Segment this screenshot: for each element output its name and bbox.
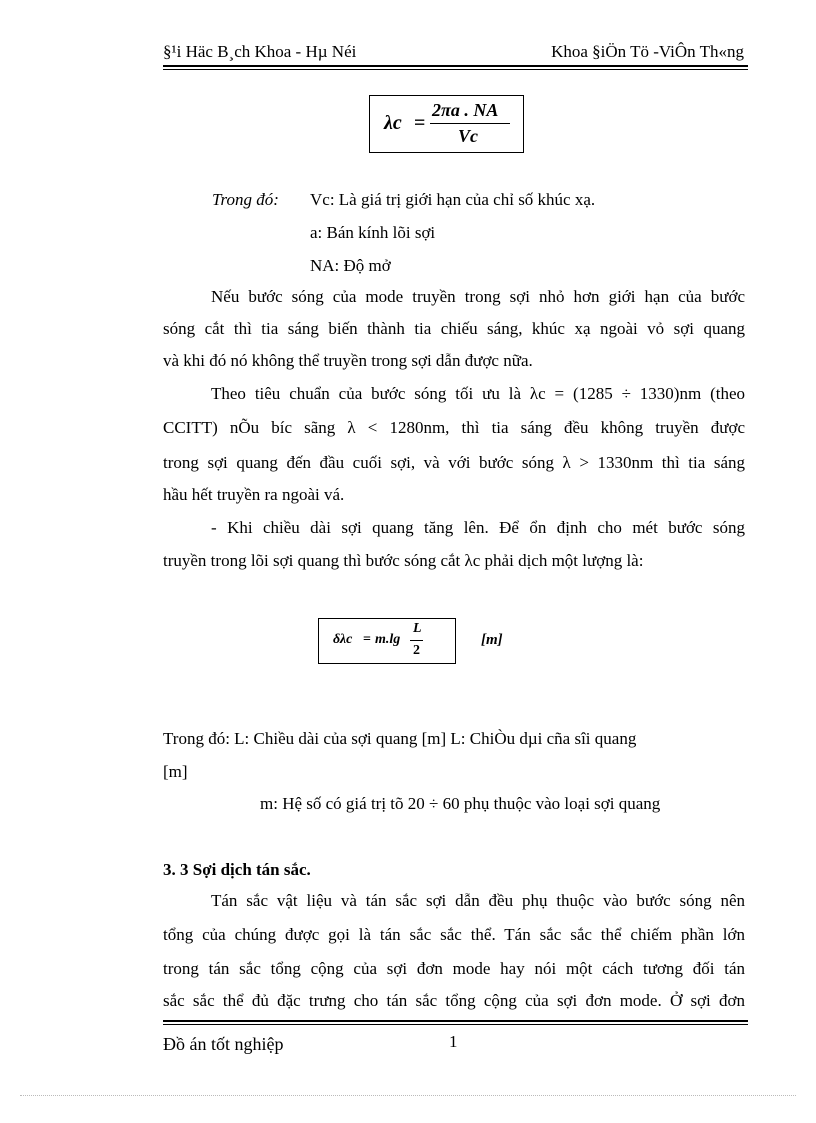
cutoff-wavelength-formula [369, 95, 524, 153]
formula2-body: m.lg [375, 632, 401, 647]
paragraph1-line2: sóng cắt thì tia sáng biến thành tia chiếu sáng, khúc xạ ngoài vỏ sợi quang [163, 319, 745, 338]
paragraph2-line1: Theo tiêu chuẩn của bước sóng tối ưu là λc = (1285 ÷ 1330)nm (theo [211, 384, 745, 403]
definitions2-line1-unit: [m] [163, 762, 188, 781]
section-line2: tổng của chúng được gọi là tán sắc sắc thể. Tán sắc sắc thể chiếm phần lớn [163, 925, 745, 944]
formula2-equals: = [363, 632, 371, 647]
header-rule-thick [163, 65, 748, 67]
header-university: §¹i Häc B¸ch Khoa - Hµ Néi [163, 42, 357, 61]
paragraph3-line2: truyền trong lõi sợi quang thì bước sóng cắt λc phải dịch một lượng là: [163, 551, 644, 570]
section-line1: Tán sắc vật liệu và tán sắc sợi dẫn đều phụ thuộc vào bước sóng nên [211, 891, 745, 910]
paragraph2-line4: hầu hết truyền ra ngoài vá. [163, 485, 345, 504]
header-faculty: Khoa §iÖn Tö -ViÔn Th«ng [551, 42, 744, 61]
definition-na: NA: Độ mở [310, 256, 391, 275]
page-number: 1 [449, 1032, 458, 1051]
footer-rule-thin [163, 1024, 748, 1025]
formula1-equals: = [414, 112, 426, 134]
paragraph2-line2: CCITT) nÕu bíc sãng λ < 1280nm, thì tia sáng đều không truyền được [163, 418, 745, 437]
paragraph1-line3: và khi đó nó không thể truyền trong sợi dẫn được nữa. [163, 351, 533, 370]
header-rule-thin [163, 69, 748, 70]
wavelength-shift-formula [318, 618, 456, 664]
formula2-frac-den: 2 [413, 643, 420, 658]
paragraph1-line1: Nếu bước sóng của mode truyền trong sợi nhỏ hơn giới hạn của bước [211, 287, 745, 306]
definitions2-line1: Trong đó: L: Chiều dài của sợi quang [m] L: ChiÒu dµi cña sîi quang [163, 729, 637, 748]
definition-vc: Vc: Là giá trị giới hạn của chỉ số khúc xạ. [310, 190, 596, 209]
section-line4: sắc sắc thể đủ đặc trưng cho tán sắc tổng cộng của sợi đơn mode. Ở sợi đơn [163, 991, 745, 1010]
definition-a: a: Bán kính lõi sợi [310, 223, 436, 242]
formula1-lhs: λc [384, 112, 402, 134]
footer-title: Đồ án tốt nghiệp [163, 1034, 284, 1054]
page-bottom-edge [20, 1095, 796, 1096]
formula1-fraction-bar [430, 123, 510, 124]
footer-rule-thick [163, 1020, 748, 1022]
definitions-intro: Trong đó: [212, 190, 279, 209]
formula1-denominator: Vc [458, 126, 478, 146]
paragraph2-line3: trong sợi quang đến đầu cuối sợi, và với bước sóng λ > 1330nm thì tia sáng [163, 453, 745, 472]
paragraph3-line1: - Khi chiều dài sợi quang tăng lên. Để ổn định cho mét bước sóng [211, 518, 745, 537]
section-title: 3. 3 Sợi dịch tán sắc. [163, 860, 311, 879]
section-line3: trong tán sắc tổng cộng của sợi đơn mode hay nói một cách tương đối tán [163, 959, 745, 978]
definitions2-line2: m: Hệ số có giá trị tõ 20 ÷ 60 phụ thuộc vào loại sợi quang [260, 794, 661, 813]
formula2-lhs: δλc [333, 632, 353, 647]
formula2-frac-num: L [413, 621, 422, 636]
formula2-unit: [m] [481, 632, 503, 648]
formula1-numerator: 2πa . NA [432, 100, 499, 120]
formula2-fraction-bar [410, 640, 423, 641]
